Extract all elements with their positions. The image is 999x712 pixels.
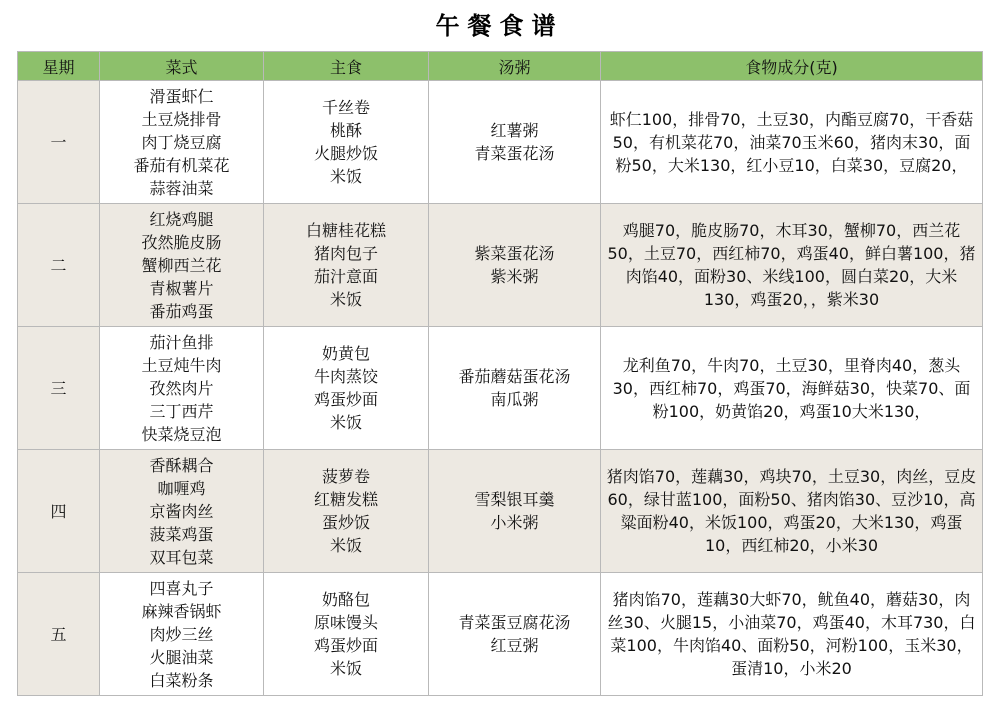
soup-cell xyxy=(429,573,601,696)
header-row xyxy=(18,52,983,81)
soup-item: 红薯粥 xyxy=(490,121,539,140)
staple-item: 鸡蛋炒面 xyxy=(313,390,378,409)
table-row xyxy=(18,204,983,327)
soup-item: 南瓜粥 xyxy=(490,390,539,409)
dish-item: 青椒薯片 xyxy=(149,278,214,298)
soup-item: 青菜蛋花汤 xyxy=(474,144,555,163)
soup-item: 番茄蘑菇蛋花汤 xyxy=(458,367,571,386)
dish-item: 番茄有机菜花 xyxy=(133,155,230,175)
soup-cell xyxy=(429,450,601,573)
ingredients-cell: 龙利鱼70，牛肉70，土豆30，里脊肉40，葱头30，西红柿70，鸡蛋70，海鲜菇30，快菜70、面粉100，奶黄馅20，鸡蛋10大米130， xyxy=(601,327,983,450)
dish-item: 麻辣香锅虾 xyxy=(141,601,222,621)
table-row xyxy=(18,81,983,204)
dish-item: 肉炒三丝 xyxy=(149,624,214,644)
weekday-cell: 四 xyxy=(18,450,100,573)
staple-cell xyxy=(264,204,429,327)
header-staple: 主食 xyxy=(264,52,429,81)
staple-item: 米饭 xyxy=(329,659,362,678)
soup-item: 红豆粥 xyxy=(490,636,539,655)
dish-item: 番茄鸡蛋 xyxy=(149,301,214,321)
lunch-menu-table xyxy=(17,51,983,696)
staple-item: 白糖桂花糕 xyxy=(305,221,386,240)
staple-cell xyxy=(264,327,429,450)
staple-item: 牛肉蒸饺 xyxy=(313,367,378,386)
dishes-cell xyxy=(100,327,264,450)
staple-item: 菠萝卷 xyxy=(321,467,370,486)
soup-item: 青菜蛋豆腐花汤 xyxy=(458,613,571,632)
dish-item: 咖喱鸡 xyxy=(157,478,206,498)
staple-item: 原味馒头 xyxy=(313,613,378,632)
soup-item: 紫米粥 xyxy=(490,267,539,286)
dish-item: 土豆烧排骨 xyxy=(141,109,222,129)
soup-item: 小米粥 xyxy=(490,513,539,532)
page-title: 午餐食谱 xyxy=(435,11,564,40)
header-soup: 汤粥 xyxy=(429,52,601,81)
ingredients-cell: 猪肉馅70，莲藕30，鸡块70，土豆30，肉丝，豆皮60，绿甘蓝100，面粉50、猪肉馅30、豆沙10，高粱面粉40，米饭100，鸡蛋20，大米130，鸡蛋10，西红柿20，小米30 xyxy=(601,450,983,573)
dish-item: 香酥耦合 xyxy=(149,455,214,475)
dish-item: 孜然肉片 xyxy=(149,378,214,398)
table-row xyxy=(18,450,983,573)
staple-item: 火腿炒饭 xyxy=(313,144,378,163)
dish-item: 蟹柳西兰花 xyxy=(141,255,222,275)
ingredients-cell: 猪肉馅70，莲藕30大虾70，鱿鱼40，蘑菇30，肉丝30、火腿15，小油菜70，鸡蛋40，木耳730，白菜100，牛肉馅40、面粉50，河粉100，玉米30，蛋清10，小米20 xyxy=(601,573,983,696)
dish-item: 火腿油菜 xyxy=(149,647,214,667)
ingredients-cell: 鸡腿70，脆皮肠70，木耳30，蟹柳70，西兰花50，土豆70，西红柿70，鸡蛋40，鲜白薯100，猪肉馅40，面粉30、米线100，圆白菜20，大米130，鸡蛋20，，紫米30 xyxy=(601,204,983,327)
dish-item: 快菜烧豆泡 xyxy=(141,424,222,444)
dish-item: 红烧鸡腿 xyxy=(149,209,214,229)
weekday-cell: 二 xyxy=(18,204,100,327)
staple-item: 米饭 xyxy=(329,536,362,555)
dish-item: 双耳包菜 xyxy=(149,547,214,567)
dish-item: 蒜蓉油菜 xyxy=(149,178,214,198)
dish-item: 土豆炖牛肉 xyxy=(141,355,222,375)
dish-item: 菠菜鸡蛋 xyxy=(149,524,214,544)
dish-item: 三丁西芹 xyxy=(149,401,214,421)
dishes-cell xyxy=(100,573,264,696)
header-dishes: 菜式 xyxy=(100,52,264,81)
soup-cell xyxy=(429,204,601,327)
dishes-cell xyxy=(100,450,264,573)
staple-item: 米饭 xyxy=(329,167,362,186)
weekday-cell: 五 xyxy=(18,573,100,696)
dishes-cell xyxy=(100,204,264,327)
header-ingredients: 食物成分(克) xyxy=(601,52,983,81)
dish-item: 肉丁烧豆腐 xyxy=(141,132,222,152)
staple-item: 奶酪包 xyxy=(321,590,370,609)
staple-cell xyxy=(264,573,429,696)
staple-item: 茄汁意面 xyxy=(313,267,378,286)
staple-cell xyxy=(264,81,429,204)
dishes-cell xyxy=(100,81,264,204)
staple-item: 千丝卷 xyxy=(321,98,370,117)
staple-cell xyxy=(264,450,429,573)
staple-item: 米饭 xyxy=(329,413,362,432)
table-row xyxy=(18,327,983,450)
staple-item: 红糖发糕 xyxy=(313,490,378,509)
staple-item: 鸡蛋炒面 xyxy=(313,636,378,655)
dish-item: 白菜粉条 xyxy=(149,670,214,690)
dish-item: 四喜丸子 xyxy=(149,578,214,598)
dish-item: 茄汁鱼排 xyxy=(149,332,214,352)
weekday-cell: 三 xyxy=(18,327,100,450)
staple-item: 蛋炒饭 xyxy=(321,513,370,532)
dish-item: 滑蛋虾仁 xyxy=(149,86,214,106)
ingredients-cell: 虾仁100，排骨70，土豆30，内酯豆腐70，干香菇50，有机菜花70，油菜70玉米60，猪肉末30，面粉50，大米130，红小豆10，白菜30，豆腐20， xyxy=(601,81,983,204)
staple-item: 猪肉包子 xyxy=(313,244,378,263)
dish-item: 京酱肉丝 xyxy=(149,501,214,521)
header-weekday: 星期 xyxy=(18,52,100,81)
table-row xyxy=(18,573,983,696)
soup-item: 紫菜蛋花汤 xyxy=(474,244,555,263)
staple-item: 桃酥 xyxy=(329,121,362,140)
soup-cell xyxy=(429,81,601,204)
soup-item: 雪梨银耳羹 xyxy=(474,490,555,509)
staple-item: 奶黄包 xyxy=(321,344,370,363)
weekday-cell: 一 xyxy=(18,81,100,204)
staple-item: 米饭 xyxy=(329,290,362,309)
soup-cell xyxy=(429,327,601,450)
dish-item: 孜然脆皮肠 xyxy=(141,232,222,252)
